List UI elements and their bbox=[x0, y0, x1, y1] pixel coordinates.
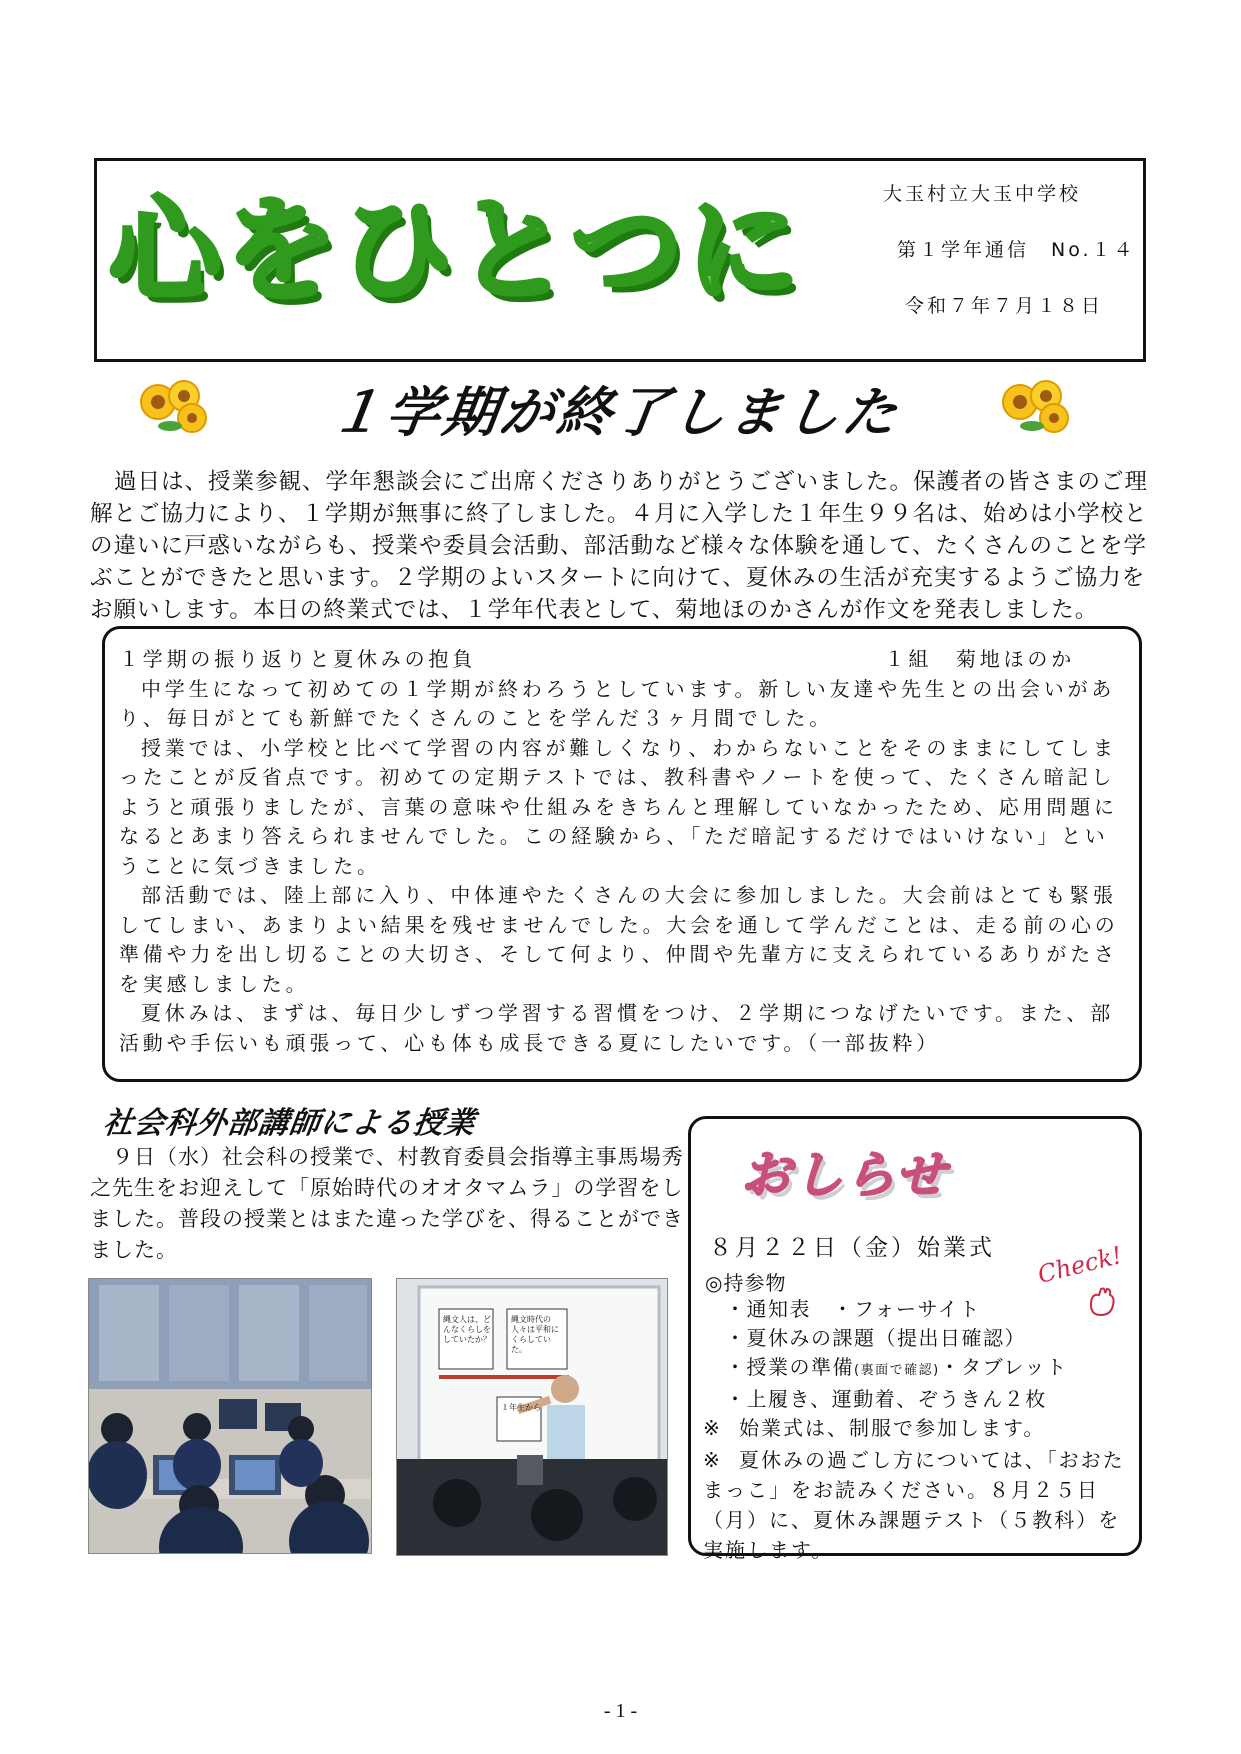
essay-title: １学期の振り返りと夏休みの抱負 bbox=[119, 647, 476, 671]
items-list bbox=[725, 1295, 1068, 1414]
essay-paragraph: 夏休みは、まずは、毎日少しずつ学習する習慣をつけ、２学期につなげたいです。また、部活動や手伝いも頑張って、心も体も成長できる夏にしたいです。（一部抜粋） bbox=[119, 1001, 1114, 1055]
page-number: - 1 - bbox=[603, 1700, 638, 1722]
essay-paragraph: 授業では、小学校と比べて学習の内容が難しくなり、わからないことをそのままにしてしまったことが反省点です。初めての定期テストでは、教科書やノートを使って、たくさん暗記しようと頑張りましたが、言葉の意味や仕組みをきちんと理解していなかったため、応用問題になるとあまり答えられませんでした。この経験から、「ただ暗記するだけではいけない」ということに気づきました。 bbox=[119, 735, 1118, 878]
note-mark: ※ bbox=[703, 1448, 722, 1472]
list-item: ・夏休みの課題（提出日確認） bbox=[725, 1326, 1026, 1350]
sunflower-icon bbox=[136, 378, 216, 436]
sunflower-icon bbox=[998, 378, 1078, 436]
essay-header bbox=[119, 645, 1123, 675]
newsletter-logo: 心をひとつに bbox=[109, 186, 803, 316]
essay-paragraph: 部活動では、陸上部に入り、中体連やたくさんの大会に参加しました。大会前はとても緊張してしまい、あまりよい結果を残せませんでした。大会を通して学んだことは、走る前の心の準備や力を出し切ることの大切さ、そして何より、仲間や先輩方に支えられているありがたさを実感しました。 bbox=[119, 883, 1119, 996]
section-body: ９日（水）社会科の授業で、村教育委員会指導主事馬場秀之先生をお迎えして「原始時代のオオタマムラ」の学習をしました。普段の授業とはまた違った学びを、得ることができました。 bbox=[90, 1145, 684, 1262]
school-name: 大玉村立大玉中学校 bbox=[883, 183, 1082, 205]
essay-box bbox=[102, 626, 1142, 1082]
note-item bbox=[703, 1413, 1127, 1443]
list-item: ・上履き、運動着、ぞうきん２枚 bbox=[725, 1387, 1047, 1411]
note-mark: ※ bbox=[703, 1416, 722, 1440]
issue-number: 第１学年通信 No.１４ bbox=[897, 239, 1136, 261]
masthead-box bbox=[94, 158, 1146, 362]
item-text: ・タブレット bbox=[939, 1355, 1068, 1379]
ok-hand-icon bbox=[1085, 1285, 1119, 1319]
classroom-photo bbox=[88, 1278, 372, 1554]
notice-title: おしらせ bbox=[741, 1146, 948, 1204]
teacher-photo bbox=[396, 1278, 668, 1556]
intro-paragraph: 過日は、授業参観、学年懇談会にご出席くださりありがとうございました。保護者の皆さまのご理解とご協力により、１学期が無事に終了しました。４月に入学した１年生９９名は、始めは小学校との違いに戸惑いながらも、授業や委員会活動、部活動など様々な体験を通して、たくさんのことを学ぶことができたと思います。２学期のよいスタートに向けて、夏休みの生活が充実するようご協力をお願いします。本日の終業式では、１学年代表として、菊地ほのかさんが作文を発表しました。 bbox=[90, 469, 1149, 623]
note-text: 始業式は、制服で参加します。 bbox=[739, 1416, 1046, 1440]
essay-paragraph: 中学生になって初めての１学期が終わろうとしています。新しい友達や先生との出会いがあり、毎日がとても新鮮でたくさんのことを学んだ３ヶ月間でした。 bbox=[119, 676, 1116, 730]
notice-box bbox=[688, 1116, 1142, 1562]
list-item: ・通知表 ・フォーサイト bbox=[725, 1297, 981, 1321]
note-item bbox=[703, 1445, 1127, 1565]
issue-date: 令和７年７月１８日 bbox=[905, 295, 1104, 317]
ceremony-date: ８月２２日（金）始業式 bbox=[709, 1235, 995, 1261]
items-label: ◎持参物 bbox=[705, 1271, 787, 1295]
item-note: (裏面で確認) bbox=[854, 1363, 940, 1378]
board-card-text: １年生から bbox=[501, 1403, 541, 1412]
board-card-text: 縄文人は、どんなくらしをしていたか？ bbox=[443, 1315, 491, 1344]
board-card-text: 縄文時代の人々は平和にくらしていた。 bbox=[511, 1315, 559, 1354]
note-text: 夏休みの過ごし方については、「おおたまっこ」をお読みください。８月２５日（月）に、夏休み課題テスト（５教科）を実施します。 bbox=[703, 1448, 1125, 1562]
main-heading: １学期が終了しました bbox=[325, 381, 904, 444]
section-heading: 社会科外部講師による授業 bbox=[101, 1106, 478, 1141]
item-text: ・授業の準備 bbox=[725, 1355, 854, 1379]
check-stamp: Check! bbox=[1034, 1241, 1125, 1289]
essay-author: １組 菊地ほのか bbox=[884, 647, 1075, 671]
list-item bbox=[725, 1353, 1068, 1385]
